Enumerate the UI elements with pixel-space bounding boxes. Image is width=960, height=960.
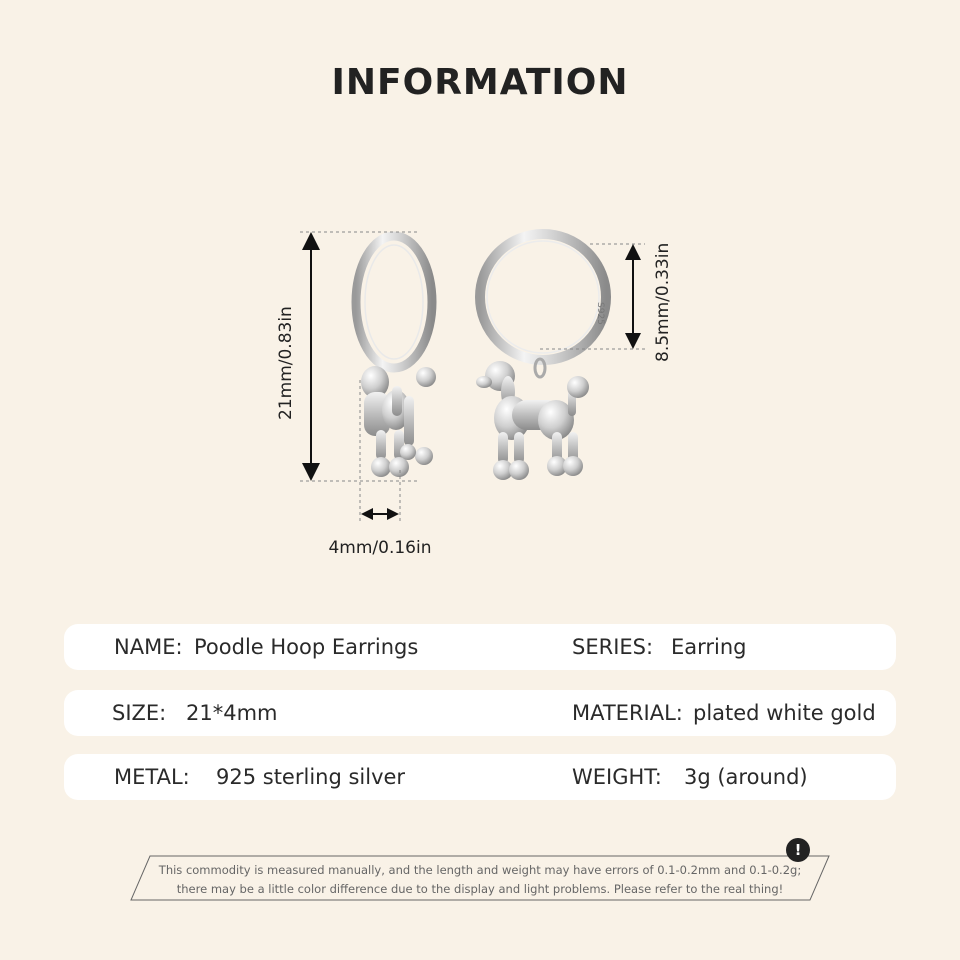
poodle-charm-side (361, 366, 436, 477)
height-dimension-label: 21mm/0.83in (276, 306, 296, 420)
disclaimer-line-1: This commodity is measured manually, and the length and weight may have errors of 0.1-0.2mm and 0.1-0.2g; (158, 863, 802, 877)
disclaimer-line-2: there may be a little color difference due to the display and light problems. Please refer to the real thing! (176, 882, 784, 896)
weight-label: WEIGHT: (572, 765, 662, 789)
earring-side-view (356, 236, 436, 477)
poodle-charm-front (476, 361, 589, 480)
material-value: plated white gold (693, 701, 876, 725)
series-label: SERIES: (572, 635, 654, 659)
metal-label: METAL: (114, 765, 190, 789)
name-label: NAME: (114, 635, 183, 659)
spec-row-metal-weight (64, 754, 896, 800)
spec-row-size-material (64, 690, 896, 736)
weight-value: 3g (around) (684, 765, 808, 789)
hoop-dimension-label: 8.5mm/0.33in (653, 242, 673, 362)
series-value: Earring (671, 635, 747, 659)
earring-front-view (476, 234, 606, 480)
page-title: INFORMATION (331, 62, 629, 103)
disclaimer-notice (130, 855, 830, 901)
exclamation-icon: ! (786, 838, 810, 862)
material-label: MATERIAL: (572, 701, 683, 725)
name-value: Poodle Hoop Earrings (194, 635, 419, 659)
spec-row-name-series (64, 624, 896, 670)
hallmark-stamp: S925 (595, 302, 605, 325)
metal-value: 925 sterling silver (216, 765, 406, 789)
size-value: 21*4mm (186, 701, 278, 725)
width-dimension-label: 4mm/0.16in (328, 538, 432, 558)
size-label: SIZE: (112, 701, 167, 725)
